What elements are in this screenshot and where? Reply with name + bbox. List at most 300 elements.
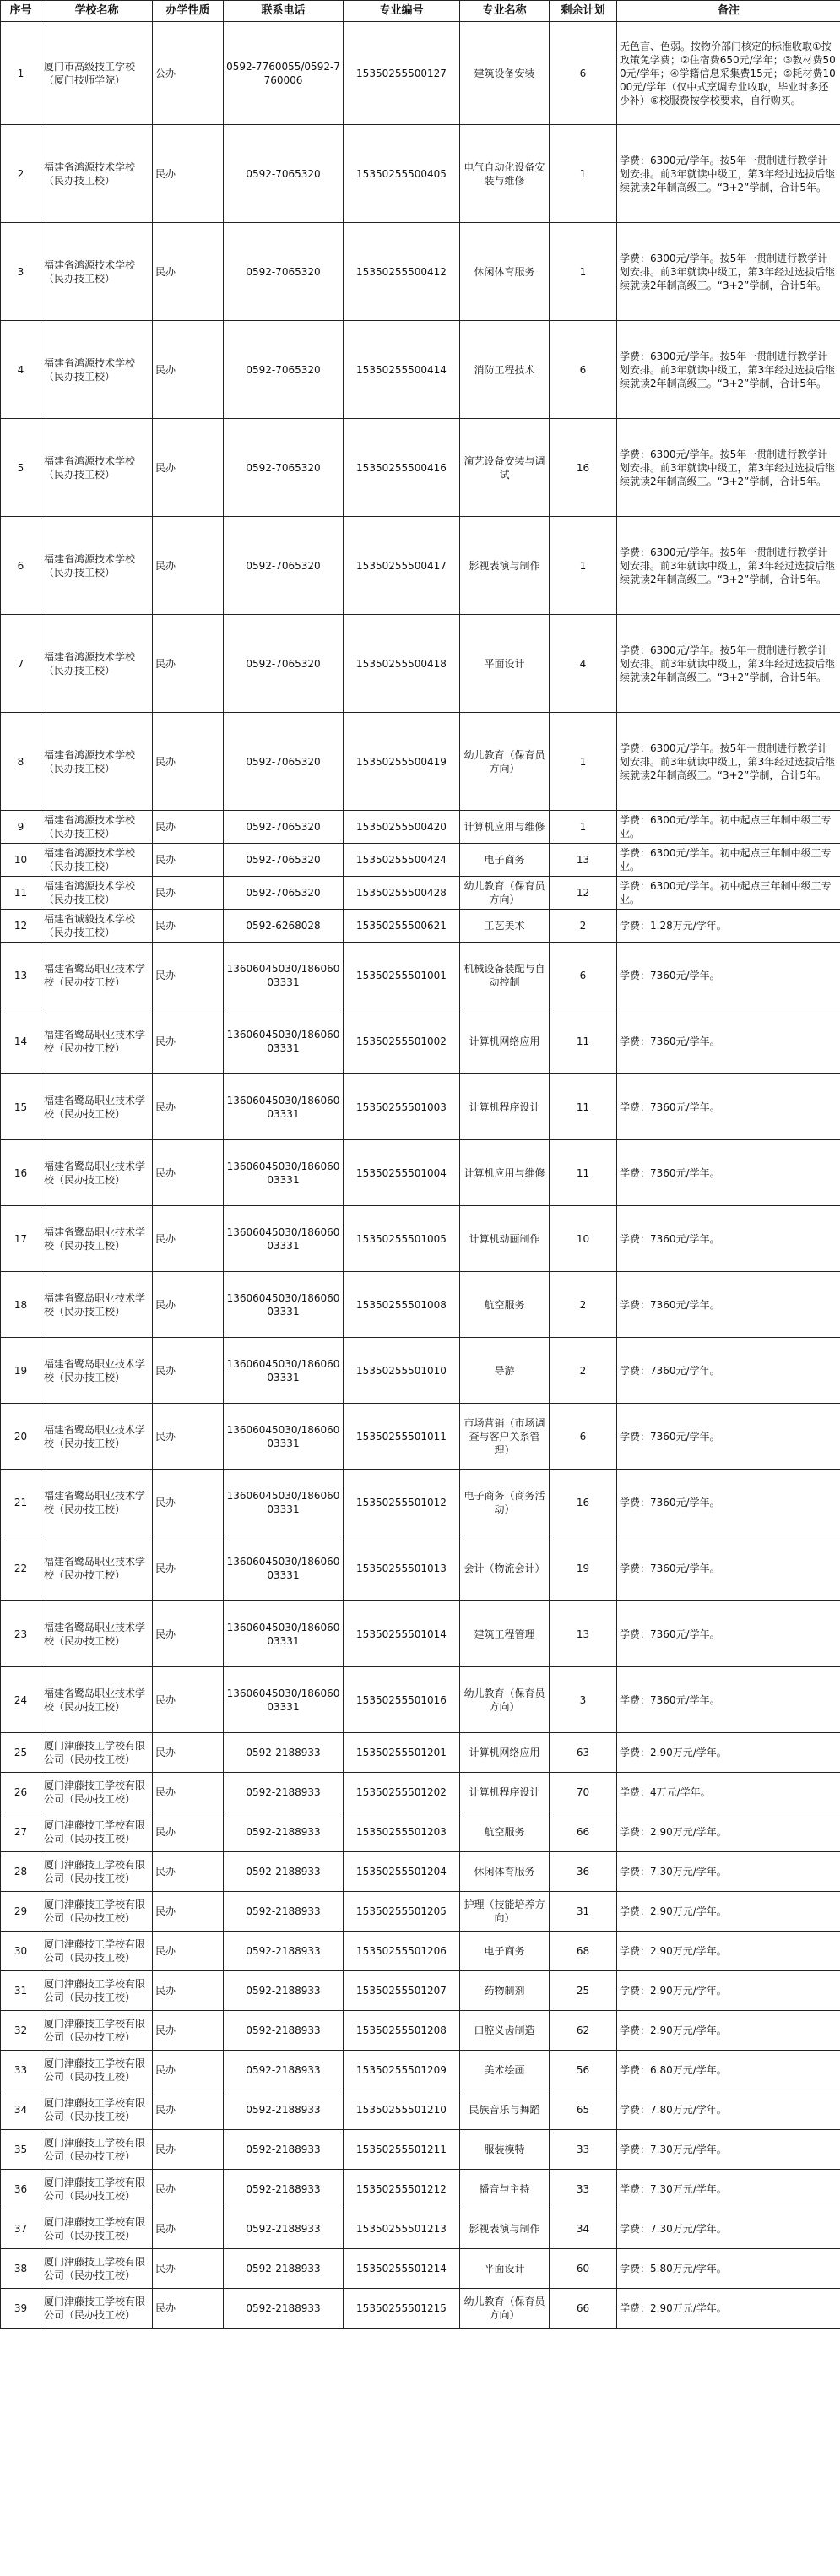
cell-no: 34 [1, 2090, 41, 2130]
table-row [1, 1733, 840, 1773]
cell-nature: 民办 [153, 223, 224, 321]
cell-no: 25 [1, 1733, 41, 1773]
cell-note: 学费：7.30万元/学年。 [617, 2209, 840, 2249]
table-row [1, 844, 840, 877]
cell-school: 福建省鸿源技术学校（民办技工校） [41, 517, 153, 615]
cell-remain: 2 [550, 1338, 617, 1404]
table-row [1, 223, 840, 321]
cell-remain: 65 [550, 2090, 617, 2130]
cell-note: 无色盲、色弱。按物价部门核定的标准收取①按政策免学费；②住宿费650元/学年；③教材费500元/学年；④学籍信息采集费15元；⑤耗材费1000元/学年（仅中式烹调专业收取，毕业时多还少补）⑥校服费按学校要求，自行购买。 [617, 22, 840, 125]
cell-no: 37 [1, 2209, 41, 2249]
cell-major: 平面设计 [460, 2249, 550, 2289]
cell-nature: 民办 [153, 125, 224, 223]
cell-nature: 民办 [153, 910, 224, 943]
cell-note: 学费：6300元/学年。按5年一贯制进行教学计划安排。前3年就读中级工，第3年经过选拔后继续就读2年制高级工。“3+2”学制，合计5年。 [617, 125, 840, 223]
cell-code: 15350255501208 [344, 2011, 460, 2051]
cell-phone: 13606045030/18606003331 [224, 1535, 344, 1601]
table-body [1, 22, 840, 2329]
table-row [1, 2011, 840, 2051]
cell-school: 福建省鹭岛职业技术学校（民办技工校） [41, 1667, 153, 1733]
cell-no: 22 [1, 1535, 41, 1601]
cell-phone: 13606045030/18606003331 [224, 1272, 344, 1338]
cell-phone: 0592-2188933 [224, 2130, 344, 2170]
cell-school: 福建省鹭岛职业技术学校（民办技工校） [41, 1601, 153, 1667]
cell-school: 福建省鹭岛职业技术学校（民办技工校） [41, 943, 153, 1008]
cell-code: 15350255501207 [344, 1971, 460, 2011]
cell-nature: 民办 [153, 1852, 224, 1892]
cell-no: 32 [1, 2011, 41, 2051]
cell-school: 厦门津藤技工学校有限公司（民办技工校） [41, 2090, 153, 2130]
table-row [1, 22, 840, 125]
cell-major: 机械设备装配与自动控制 [460, 943, 550, 1008]
cell-remain: 13 [550, 1601, 617, 1667]
cell-school: 福建省鸿源技术学校（民办技工校） [41, 844, 153, 877]
cell-remain: 1 [550, 517, 617, 615]
cell-nature: 民办 [153, 877, 224, 910]
cell-code: 15350255501013 [344, 1535, 460, 1601]
cell-note: 学费：2.90万元/学年。 [617, 1971, 840, 2011]
cell-remain: 66 [550, 1812, 617, 1852]
cell-phone: 0592-2188933 [224, 2289, 344, 2329]
cell-phone: 13606045030/18606003331 [224, 1338, 344, 1404]
cell-no: 35 [1, 2130, 41, 2170]
cell-phone: 0592-6268028 [224, 910, 344, 943]
cell-phone: 0592-7065320 [224, 321, 344, 419]
cell-major: 计算机应用与维修 [460, 1140, 550, 1206]
cell-school: 福建省鹭岛职业技术学校（民办技工校） [41, 1008, 153, 1074]
table-row [1, 713, 840, 811]
cell-no: 29 [1, 1892, 41, 1932]
cell-nature: 民办 [153, 2090, 224, 2130]
table-row [1, 1535, 840, 1601]
cell-code: 15350255501008 [344, 1272, 460, 1338]
cell-school: 福建省鹭岛职业技术学校（民办技工校） [41, 1272, 153, 1338]
cell-nature: 民办 [153, 1773, 224, 1812]
cell-code: 15350255500418 [344, 615, 460, 713]
cell-nature: 民办 [153, 1338, 224, 1404]
cell-no: 30 [1, 1932, 41, 1971]
cell-no: 38 [1, 2249, 41, 2289]
cell-major: 计算机网络应用 [460, 1733, 550, 1773]
cell-no: 3 [1, 223, 41, 321]
cell-phone: 13606045030/18606003331 [224, 1601, 344, 1667]
cell-major: 工艺美术 [460, 910, 550, 943]
cell-code: 15350255500420 [344, 811, 460, 844]
cell-phone: 13606045030/18606003331 [224, 1470, 344, 1535]
cell-nature: 民办 [153, 615, 224, 713]
table-row [1, 943, 840, 1008]
cell-nature: 民办 [153, 1535, 224, 1601]
table-row [1, 1008, 840, 1074]
cell-school: 厦门津藤技工学校有限公司（民办技工校） [41, 2051, 153, 2090]
cell-no: 4 [1, 321, 41, 419]
table-row [1, 2209, 840, 2249]
cell-remain: 2 [550, 1272, 617, 1338]
cell-note: 学费：7360元/学年。 [617, 1008, 840, 1074]
cell-nature: 民办 [153, 1008, 224, 1074]
cell-nature: 民办 [153, 1074, 224, 1140]
cell-major: 口腔义齿制造 [460, 2011, 550, 2051]
cell-note: 学费：6300元/学年。按5年一贯制进行教学计划安排。前3年就读中级工，第3年经过选拔后继续就读2年制高级工。“3+2”学制，合计5年。 [617, 615, 840, 713]
cell-note: 学费：6300元/学年。按5年一贯制进行教学计划安排。前3年就读中级工，第3年经过选拔后继续就读2年制高级工。“3+2”学制，合计5年。 [617, 517, 840, 615]
cell-major: 休闲体育服务 [460, 223, 550, 321]
cell-note: 学费：7360元/学年。 [617, 1272, 840, 1338]
cell-school: 厦门津藤技工学校有限公司（民办技工校） [41, 1892, 153, 1932]
cell-major: 服装模特 [460, 2130, 550, 2170]
table-row [1, 1206, 840, 1272]
cell-phone: 0592-7065320 [224, 419, 344, 517]
cell-school: 厦门津藤技工学校有限公司（民办技工校） [41, 2209, 153, 2249]
table-row [1, 419, 840, 517]
cell-major: 航空服务 [460, 1812, 550, 1852]
cell-phone: 0592-2188933 [224, 2090, 344, 2130]
cell-school: 福建省鸿源技术学校（民办技工校） [41, 223, 153, 321]
cell-no: 24 [1, 1667, 41, 1733]
cell-code: 15350255501205 [344, 1892, 460, 1932]
cell-remain: 3 [550, 1667, 617, 1733]
cell-code: 15350255501206 [344, 1932, 460, 1971]
cell-no: 13 [1, 943, 41, 1008]
cell-phone: 0592-7065320 [224, 844, 344, 877]
table-row [1, 1932, 840, 1971]
cell-note: 学费：6300元/学年。初中起点三年制中级工专业。 [617, 844, 840, 877]
cell-code: 15350255501214 [344, 2249, 460, 2289]
cell-nature: 民办 [153, 1601, 224, 1667]
cell-nature: 民办 [153, 713, 224, 811]
cell-remain: 11 [550, 1140, 617, 1206]
cell-phone: 0592-2188933 [224, 2011, 344, 2051]
cell-major: 影视表演与制作 [460, 517, 550, 615]
cell-remain: 25 [550, 1971, 617, 2011]
cell-code: 15350255500621 [344, 910, 460, 943]
cell-phone: 0592-7065320 [224, 223, 344, 321]
cell-nature: 民办 [153, 321, 224, 419]
cell-code: 15350255501213 [344, 2209, 460, 2249]
table-row [1, 615, 840, 713]
cell-school: 厦门市高级技工学校（厦门技师学院） [41, 22, 153, 125]
cell-school: 福建省鸿源技术学校（民办技工校） [41, 419, 153, 517]
cell-remain: 11 [550, 1074, 617, 1140]
cell-code: 15350255501016 [344, 1667, 460, 1733]
cell-school: 福建省鸿源技术学校（民办技工校） [41, 877, 153, 910]
cell-remain: 34 [550, 2209, 617, 2249]
cell-no: 1 [1, 22, 41, 125]
cell-nature: 民办 [153, 1971, 224, 2011]
cell-code: 15350255500405 [344, 125, 460, 223]
cell-code: 15350255501210 [344, 2090, 460, 2130]
header-nature: 办学性质 [153, 1, 224, 22]
cell-remain: 1 [550, 811, 617, 844]
cell-school: 福建省鸿源技术学校（民办技工校） [41, 713, 153, 811]
cell-note: 学费：7360元/学年。 [617, 1404, 840, 1470]
cell-major: 电子商务（商务活动） [460, 1470, 550, 1535]
table-row [1, 125, 840, 223]
cell-school: 厦门津藤技工学校有限公司（民办技工校） [41, 1812, 153, 1852]
cell-code: 15350255501002 [344, 1008, 460, 1074]
cell-remain: 33 [550, 2170, 617, 2209]
table-row [1, 1852, 840, 1892]
cell-major: 护理（技能培养方向） [460, 1892, 550, 1932]
cell-school: 厦门津藤技工学校有限公司（民办技工校） [41, 1852, 153, 1892]
cell-phone: 0592-7065320 [224, 125, 344, 223]
cell-code: 15350255501012 [344, 1470, 460, 1535]
cell-no: 7 [1, 615, 41, 713]
table-row [1, 877, 840, 910]
cell-major: 美术绘画 [460, 2051, 550, 2090]
cell-major: 计算机网络应用 [460, 1008, 550, 1074]
cell-code: 15350255501014 [344, 1601, 460, 1667]
cell-nature: 民办 [153, 1667, 224, 1733]
cell-nature: 民办 [153, 1932, 224, 1971]
cell-no: 12 [1, 910, 41, 943]
cell-remain: 16 [550, 419, 617, 517]
cell-note: 学费：7360元/学年。 [617, 1535, 840, 1601]
cell-phone: 0592-2188933 [224, 1773, 344, 1812]
cell-note: 学费：1.28万元/学年。 [617, 910, 840, 943]
cell-no: 16 [1, 1140, 41, 1206]
cell-major: 航空服务 [460, 1272, 550, 1338]
cell-note: 学费：2.90万元/学年。 [617, 1892, 840, 1932]
cell-code: 15350255500428 [344, 877, 460, 910]
cell-school: 福建省鹭岛职业技术学校（民办技工校） [41, 1535, 153, 1601]
cell-note: 学费：2.90万元/学年。 [617, 1812, 840, 1852]
cell-phone: 0592-2188933 [224, 1812, 344, 1852]
cell-school: 福建省鹭岛职业技术学校（民办技工校） [41, 1074, 153, 1140]
header-code: 专业编号 [344, 1, 460, 22]
cell-remain: 68 [550, 1932, 617, 1971]
cell-remain: 33 [550, 2130, 617, 2170]
cell-remain: 1 [550, 713, 617, 811]
cell-major: 平面设计 [460, 615, 550, 713]
cell-school: 厦门津藤技工学校有限公司（民办技工校） [41, 2289, 153, 2329]
table-row [1, 1892, 840, 1932]
cell-major: 市场营销（市场调查与客户关系管理） [460, 1404, 550, 1470]
cell-nature: 民办 [153, 2011, 224, 2051]
cell-note: 学费：6.80万元/学年。 [617, 2051, 840, 2090]
cell-phone: 0592-7760055/0592-7760006 [224, 22, 344, 125]
cell-school: 福建省鹭岛职业技术学校（民办技工校） [41, 1404, 153, 1470]
cell-major: 计算机程序设计 [460, 1773, 550, 1812]
cell-major: 电子商务 [460, 844, 550, 877]
table-row [1, 1971, 840, 2011]
cell-school: 厦门津藤技工学校有限公司（民办技工校） [41, 1932, 153, 1971]
cell-no: 2 [1, 125, 41, 223]
cell-note: 学费：7360元/学年。 [617, 943, 840, 1008]
cell-school: 厦门津藤技工学校有限公司（民办技工校） [41, 1733, 153, 1773]
cell-major: 药物制剂 [460, 1971, 550, 2011]
cell-major: 播音与主持 [460, 2170, 550, 2209]
cell-phone: 13606045030/18606003331 [224, 1140, 344, 1206]
cell-school: 福建省鹭岛职业技术学校（民办技工校） [41, 1206, 153, 1272]
table-row [1, 1667, 840, 1733]
cell-note: 学费：7360元/学年。 [617, 1140, 840, 1206]
cell-school: 福建省鹭岛职业技术学校（民办技工校） [41, 1140, 153, 1206]
cell-no: 31 [1, 1971, 41, 2011]
cell-nature: 民办 [153, 943, 224, 1008]
cell-major: 导游 [460, 1338, 550, 1404]
cell-no: 28 [1, 1852, 41, 1892]
cell-phone: 0592-2188933 [224, 2170, 344, 2209]
cell-code: 15350255501005 [344, 1206, 460, 1272]
table-row [1, 2130, 840, 2170]
cell-note: 学费：7360元/学年。 [617, 1338, 840, 1404]
cell-nature: 民办 [153, 1140, 224, 1206]
cell-phone: 0592-7065320 [224, 877, 344, 910]
cell-major: 民族音乐与舞蹈 [460, 2090, 550, 2130]
cell-no: 36 [1, 2170, 41, 2209]
cell-note: 学费：6300元/学年。初中起点三年制中级工专业。 [617, 877, 840, 910]
cell-phone: 13606045030/18606003331 [224, 943, 344, 1008]
cell-school: 厦门津藤技工学校有限公司（民办技工校） [41, 2011, 153, 2051]
cell-note: 学费：7360元/学年。 [617, 1601, 840, 1667]
cell-code: 15350255501203 [344, 1812, 460, 1852]
cell-phone: 0592-2188933 [224, 1971, 344, 2011]
cell-code: 15350255501201 [344, 1733, 460, 1773]
cell-no: 27 [1, 1812, 41, 1852]
cell-no: 33 [1, 2051, 41, 2090]
cell-nature: 民办 [153, 517, 224, 615]
cell-school: 厦门津藤技工学校有限公司（民办技工校） [41, 1773, 153, 1812]
table-row [1, 1812, 840, 1852]
header-major: 专业名称 [460, 1, 550, 22]
cell-remain: 11 [550, 1008, 617, 1074]
cell-remain: 56 [550, 2051, 617, 2090]
cell-code: 15350255501011 [344, 1404, 460, 1470]
cell-phone: 13606045030/18606003331 [224, 1206, 344, 1272]
cell-phone: 0592-2188933 [224, 1892, 344, 1932]
cell-note: 学费：6300元/学年。按5年一贯制进行教学计划安排。前3年就读中级工，第3年经过选拔后继续就读2年制高级工。“3+2”学制，合计5年。 [617, 321, 840, 419]
cell-phone: 0592-2188933 [224, 2249, 344, 2289]
cell-nature: 民办 [153, 1272, 224, 1338]
cell-phone: 0592-7065320 [224, 811, 344, 844]
cell-phone: 13606045030/18606003331 [224, 1008, 344, 1074]
cell-phone: 0592-2188933 [224, 2209, 344, 2249]
cell-note: 学费：7.30万元/学年。 [617, 2170, 840, 2209]
cell-remain: 13 [550, 844, 617, 877]
cell-nature: 民办 [153, 2289, 224, 2329]
cell-remain: 1 [550, 223, 617, 321]
table-row [1, 517, 840, 615]
cell-major: 休闲体育服务 [460, 1852, 550, 1892]
cell-remain: 12 [550, 877, 617, 910]
table-header-row [1, 1, 840, 22]
cell-school: 厦门津藤技工学校有限公司（民办技工校） [41, 2249, 153, 2289]
cell-nature: 民办 [153, 2209, 224, 2249]
cell-no: 14 [1, 1008, 41, 1074]
table-row [1, 2170, 840, 2209]
cell-no: 20 [1, 1404, 41, 1470]
cell-phone: 0592-2188933 [224, 1852, 344, 1892]
table-row [1, 1470, 840, 1535]
cell-remain: 1 [550, 125, 617, 223]
cell-note: 学费：2.90万元/学年。 [617, 2289, 840, 2329]
cell-remain: 36 [550, 1852, 617, 1892]
cell-remain: 6 [550, 321, 617, 419]
header-phone: 联系电话 [224, 1, 344, 22]
cell-note: 学费：6300元/学年。按5年一贯制进行教学计划安排。前3年就读中级工，第3年经过选拔后继续就读2年制高级工。“3+2”学制，合计5年。 [617, 419, 840, 517]
table-row [1, 1773, 840, 1812]
cell-major: 演艺设备安装与调试 [460, 419, 550, 517]
cell-note: 学费：6300元/学年。按5年一贯制进行教学计划安排。前3年就读中级工，第3年经过选拔后继续就读2年制高级工。“3+2”学制，合计5年。 [617, 713, 840, 811]
cell-code: 15350255501004 [344, 1140, 460, 1206]
cell-phone: 13606045030/18606003331 [224, 1074, 344, 1140]
cell-no: 18 [1, 1272, 41, 1338]
cell-school: 厦门津藤技工学校有限公司（民办技工校） [41, 2170, 153, 2209]
cell-remain: 31 [550, 1892, 617, 1932]
cell-remain: 10 [550, 1206, 617, 1272]
cell-code: 15350255501215 [344, 2289, 460, 2329]
table-row [1, 1601, 840, 1667]
cell-no: 10 [1, 844, 41, 877]
cell-note: 学费：5.80万元/学年。 [617, 2249, 840, 2289]
cell-note: 学费：7360元/学年。 [617, 1206, 840, 1272]
cell-note: 学费：7360元/学年。 [617, 1667, 840, 1733]
cell-nature: 民办 [153, 844, 224, 877]
table-row [1, 2249, 840, 2289]
cell-remain: 6 [550, 943, 617, 1008]
cell-school: 福建省诚毅技术学校（民办技工校） [41, 910, 153, 943]
table-row [1, 1140, 840, 1206]
cell-school: 福建省鸿源技术学校（民办技工校） [41, 811, 153, 844]
cell-note: 学费：2.90万元/学年。 [617, 1733, 840, 1773]
cell-phone: 0592-7065320 [224, 615, 344, 713]
cell-remain: 60 [550, 2249, 617, 2289]
cell-remain: 66 [550, 2289, 617, 2329]
cell-remain: 2 [550, 910, 617, 943]
cell-major: 计算机程序设计 [460, 1074, 550, 1140]
cell-no: 26 [1, 1773, 41, 1812]
cell-nature: 民办 [153, 2249, 224, 2289]
cell-remain: 6 [550, 22, 617, 125]
cell-note: 学费：2.90万元/学年。 [617, 2011, 840, 2051]
table-row [1, 2090, 840, 2130]
cell-code: 15350255500419 [344, 713, 460, 811]
header-no: 序号 [1, 1, 41, 22]
cell-phone: 0592-7065320 [224, 713, 344, 811]
cell-phone: 0592-2188933 [224, 1733, 344, 1773]
cell-code: 15350255501001 [344, 943, 460, 1008]
cell-no: 8 [1, 713, 41, 811]
cell-major: 电子商务 [460, 1932, 550, 1971]
table-row [1, 811, 840, 844]
cell-school: 福建省鹭岛职业技术学校（民办技工校） [41, 1338, 153, 1404]
cell-phone: 13606045030/18606003331 [224, 1404, 344, 1470]
cell-phone: 13606045030/18606003331 [224, 1667, 344, 1733]
cell-major: 建筑设备安装 [460, 22, 550, 125]
cell-no: 19 [1, 1338, 41, 1404]
cell-note: 学费：7.80万元/学年。 [617, 2090, 840, 2130]
cell-phone: 0592-2188933 [224, 1932, 344, 1971]
table-row [1, 1074, 840, 1140]
cell-school: 福建省鸿源技术学校（民办技工校） [41, 615, 153, 713]
cell-code: 15350255500127 [344, 22, 460, 125]
cell-major: 幼儿教育（保育员方向） [460, 1667, 550, 1733]
cell-no: 6 [1, 517, 41, 615]
cell-major: 建筑工程管理 [460, 1601, 550, 1667]
cell-major: 计算机应用与维修 [460, 811, 550, 844]
cell-phone: 0592-7065320 [224, 517, 344, 615]
header-note: 备注 [617, 1, 840, 22]
cell-major: 幼儿教育（保育员方向） [460, 713, 550, 811]
cell-note: 学费：7360元/学年。 [617, 1074, 840, 1140]
cell-no: 15 [1, 1074, 41, 1140]
cell-code: 15350255500416 [344, 419, 460, 517]
cell-school: 福建省鹭岛职业技术学校（民办技工校） [41, 1470, 153, 1535]
cell-no: 5 [1, 419, 41, 517]
cell-code: 15350255501204 [344, 1852, 460, 1892]
cell-note: 学费：6300元/学年。初中起点三年制中级工专业。 [617, 811, 840, 844]
cell-nature: 民办 [153, 1733, 224, 1773]
